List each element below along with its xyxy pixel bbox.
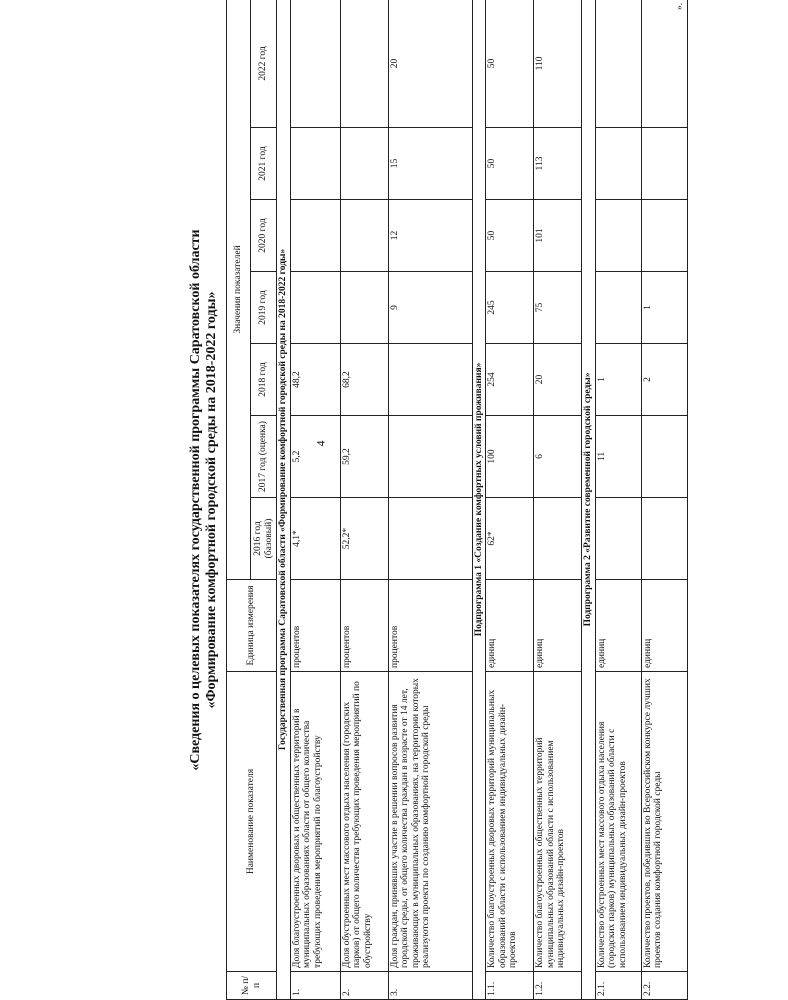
table-row xyxy=(388,0,472,1000)
title-line-2: «Формирование комфортной городской среды на 2018-2022 годы» xyxy=(204,291,219,709)
row-value: 1 xyxy=(595,344,641,416)
header-year-2020: 2020 год xyxy=(251,200,277,272)
row-value xyxy=(290,128,340,200)
row-num: 3. xyxy=(388,972,472,1000)
table-row xyxy=(340,0,388,1000)
row-value: 110 xyxy=(534,0,582,128)
row-value xyxy=(641,416,687,498)
row-value xyxy=(340,0,388,128)
row-unit: единиц xyxy=(486,580,534,672)
row-value: 101 xyxy=(534,200,582,272)
row-value xyxy=(388,498,472,580)
header-num: № п/п xyxy=(227,972,277,1000)
row-unit: процентов xyxy=(290,580,340,672)
section-program: Государственная программа Саратовской области «Формирование комфортной городской среды на 2018-2022 годы» xyxy=(277,0,291,1000)
row-value xyxy=(290,200,340,272)
header-year-2017: 2017 год (оценка) xyxy=(251,416,277,498)
row-value xyxy=(388,416,472,498)
row-name: Количество проектов, победивших во Всероссийском конкурсе лучших проектов создания комфортной городской среды xyxy=(641,672,687,972)
row-value: 100 xyxy=(486,416,534,498)
row-value: 1 xyxy=(641,272,687,344)
end-quote-mark: ». xyxy=(675,2,685,11)
row-value: 9 xyxy=(388,272,472,344)
row-num: 1. xyxy=(290,972,340,1000)
row-value-with-end-mark xyxy=(641,0,687,128)
header-year-2016: 2016 год (базовый) xyxy=(251,498,277,580)
row-value: 52,2* xyxy=(340,498,388,580)
row-unit: процентов xyxy=(388,580,472,672)
indicators-table xyxy=(226,0,688,1000)
row-num: 1.1. xyxy=(486,972,534,1000)
row-name: Доля благоустроенных дворовых и общественных территорий в муниципальных образованиях области от общего количества требующих проведения мероприятий по благоустройству xyxy=(290,672,340,972)
header-year-2021: 2021 год xyxy=(251,128,277,200)
row-value: 68,2 xyxy=(340,344,388,416)
page-number: 4 xyxy=(313,440,328,447)
indicators-table-wrap xyxy=(226,0,688,1000)
row-value xyxy=(290,272,340,344)
row-unit: процентов xyxy=(340,580,388,672)
row-name: Количество благоустроенных дворовых территорий муниципальных образований области с использованием индивидуальных дизайн-проектов xyxy=(486,672,534,972)
row-value xyxy=(595,0,641,128)
row-value xyxy=(641,128,687,200)
row-value: 62* xyxy=(486,498,534,580)
row-num: 1.2. xyxy=(534,972,582,1000)
title-line-1: «Сведения о целевых показателях государственной программы Саратовской области xyxy=(188,229,203,771)
row-value: 20 xyxy=(388,0,472,128)
row-value: 11 xyxy=(595,416,641,498)
row-value xyxy=(388,344,472,416)
rotated-page-content xyxy=(188,0,788,1000)
table-row xyxy=(595,0,641,1000)
row-value xyxy=(340,272,388,344)
row-value: 15 xyxy=(388,128,472,200)
header-year-2019: 2019 год xyxy=(251,272,277,344)
row-name: Количество благоустроенных общественных территорий муниципальных образований области с использованием индивидуальных дизайн-проектов xyxy=(534,672,582,972)
row-value: 245 xyxy=(486,272,534,344)
row-value: 2 xyxy=(641,344,687,416)
row-value: 6 xyxy=(534,416,582,498)
section-subprogram-2: Подпрограмма 2 «Развитие современной городской среды» xyxy=(582,0,596,1000)
row-value xyxy=(595,128,641,200)
row-unit: единиц xyxy=(641,580,687,672)
row-num: 2.1. xyxy=(595,972,641,1000)
row-value: 113 xyxy=(534,128,582,200)
row-unit: единиц xyxy=(534,580,582,672)
row-num: 2.2. xyxy=(641,972,687,1000)
row-num: 2. xyxy=(340,972,388,1000)
row-value xyxy=(340,128,388,200)
table-row xyxy=(534,0,582,1000)
row-value: 4,1* xyxy=(290,498,340,580)
section-subprogram-1: Подпрограмма 1 «Создание комфортных условий проживания» xyxy=(472,0,486,1000)
header-year-2018: 2018 год xyxy=(251,344,277,416)
row-value: 59,2 xyxy=(340,416,388,498)
row-value: 20 xyxy=(534,344,582,416)
row-value xyxy=(534,498,582,580)
header-unit: Единица измерения xyxy=(227,580,277,672)
row-name: Доля граждан, принявших участие в решении вопросов развития городской среды, от общего количества граждан в возрасте от 14 лет, проживающих в муниципальных образованиях, на территории которых реализуются проекты по созданию комфортной городской среды xyxy=(388,672,472,972)
row-unit: единиц xyxy=(595,580,641,672)
row-value: 50 xyxy=(486,128,534,200)
row-value: 75 xyxy=(534,272,582,344)
row-value: 48,2 xyxy=(290,344,340,416)
document-title xyxy=(188,0,220,1000)
row-value xyxy=(641,200,687,272)
header-values: Значения показателей xyxy=(227,0,251,580)
header-year-2022: 2022 год xyxy=(251,0,277,128)
row-value: 254 xyxy=(486,344,534,416)
row-name: Количество обустроенных мест массового отдыха населения (городских парков) муниципальных образований области с использованием индивидуальных дизайн-проектов xyxy=(595,672,641,972)
row-value: 12 xyxy=(388,200,472,272)
row-value xyxy=(595,498,641,580)
table-row xyxy=(486,0,534,1000)
header-name: Наименование показателя xyxy=(227,672,277,972)
row-value xyxy=(641,498,687,580)
row-value: 50 xyxy=(486,0,534,128)
table-row xyxy=(641,0,687,1000)
row-value: 50 xyxy=(486,200,534,272)
row-value xyxy=(340,200,388,272)
row-value: 5,2 xyxy=(290,416,340,498)
row-value xyxy=(290,0,340,128)
row-value xyxy=(595,272,641,344)
row-value xyxy=(595,200,641,272)
table-row xyxy=(290,0,340,1000)
row-name: Доля обустроенных мест массового отдыха населения (городских парков) от общего количества требующих проведения мероприятий по обустройству xyxy=(340,672,388,972)
